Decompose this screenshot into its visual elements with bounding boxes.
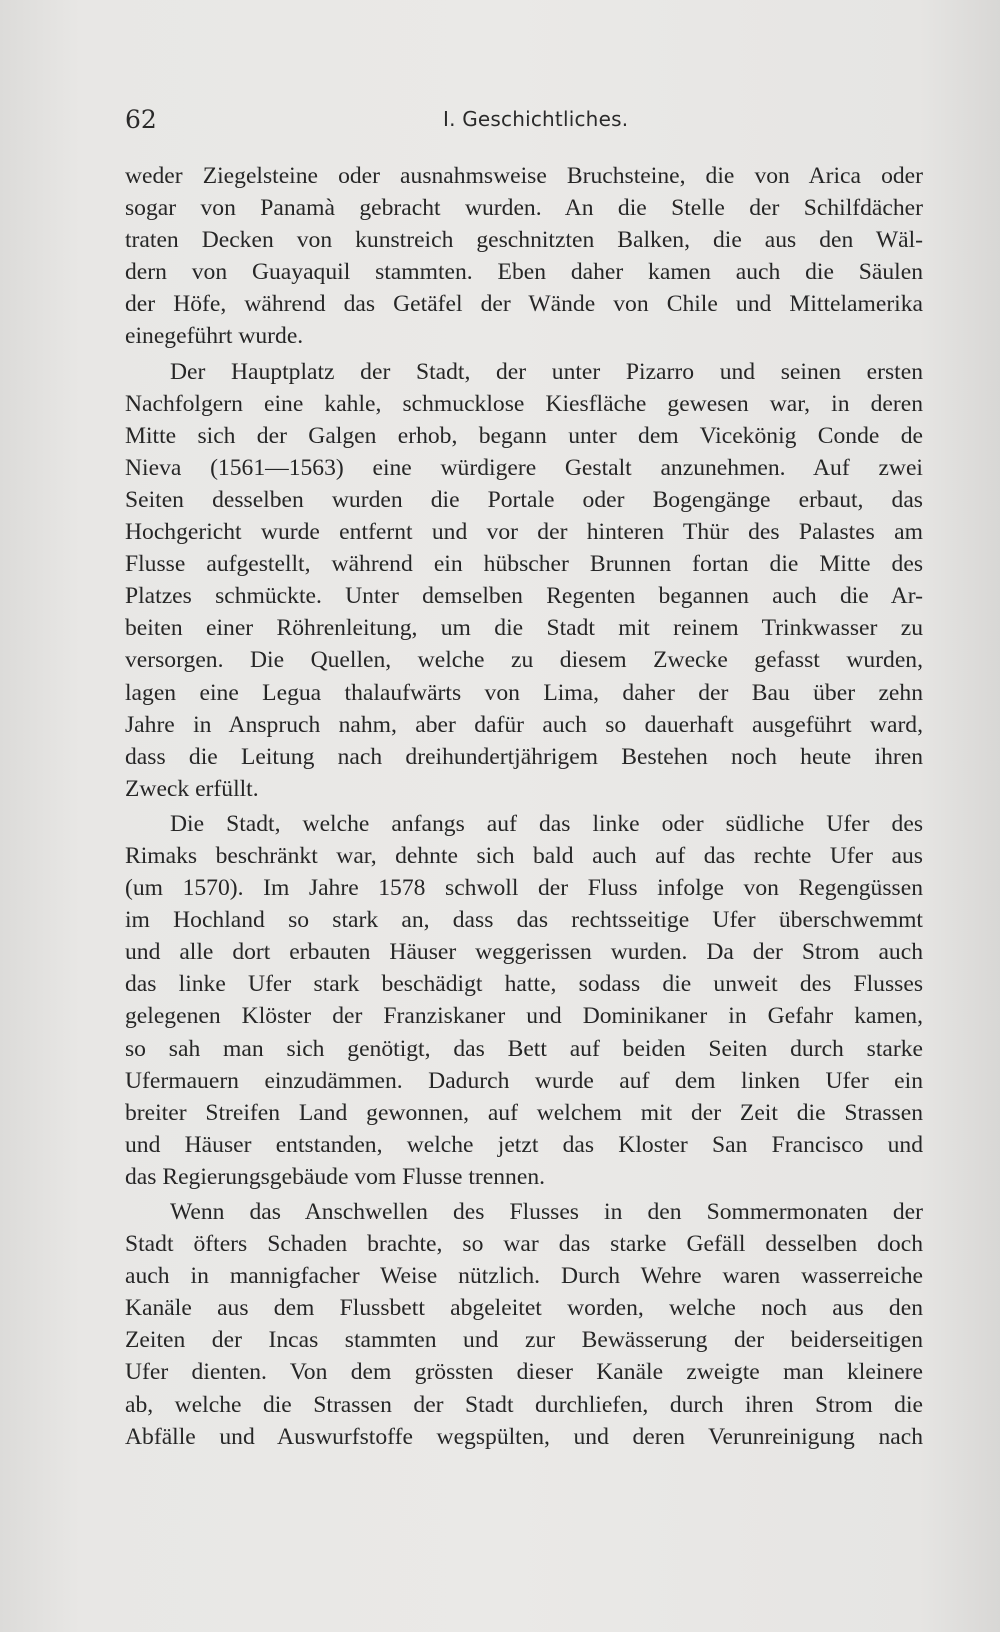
text-line: und Häuser entstanden, welche jetzt das Kloster San Francisco und xyxy=(125,1131,923,1158)
text-line: das Regierungsgebäude vom Flusse trennen. xyxy=(125,1163,546,1190)
running-head: I. Geschichtliches. xyxy=(443,107,629,131)
text-line: versorgen. Die Quellen, welche zu diesem Zwecke gefasst wurden, xyxy=(125,647,923,674)
text-line: Kanäle aus dem Flussbett abgeleitet worden, welche noch aus den xyxy=(125,1295,923,1322)
text-line: Flusse aufgestellt, während ein hübscher Brunnen fortan die Mitte des xyxy=(125,551,923,578)
text-line: Jahre in Anspruch nahm, aber dafür auch so dauerhaft ausgeführt ward, xyxy=(125,711,923,738)
text-line: und alle dort erbauten Häuser weggerissen wurden. Da der Strom auch xyxy=(125,939,923,966)
text-line: einegeführt wurde. xyxy=(125,323,304,350)
text-line: Ufermauern einzudämmen. Dadurch wurde auf dem linken Ufer ein xyxy=(125,1067,923,1094)
text-line: Stadt öfters Schaden brachte, so war das starke Gefäll desselben doch xyxy=(125,1231,923,1258)
text-line: im Hochland so stark an, dass das rechtsseitige Ufer überschwemmt xyxy=(125,907,923,934)
text-line: Zweck erfüllt. xyxy=(125,775,259,802)
text-line: traten Decken von kunstreich geschnitzten Balken, die aus den Wäl- xyxy=(125,227,923,254)
text-line: weder Ziegelsteine oder ausnahmsweise Bruchsteine, die von Arica oder xyxy=(125,163,923,189)
text-line: gelegenen Klöster der Franziskaner und Dominikaner in Gefahr kamen, xyxy=(125,1003,923,1030)
page-number: 62 xyxy=(125,105,157,134)
text-line: Rimaks beschränkt war, dehnte sich bald auch auf das rechte Ufer aus xyxy=(125,842,923,869)
text-line: (um 1570). Im Jahre 1578 schwoll der Fluss infolge von Regengüssen xyxy=(125,875,923,902)
text-line: Die Stadt, welche anfangs auf das linke oder südliche Ufer des xyxy=(170,810,923,837)
text-line: Zeiten der Incas stammten und zur Bewässerung der beiderseitigen xyxy=(125,1327,923,1354)
text-line: dern von Guayaquil stammten. Eben daher kamen auch die Säulen xyxy=(125,259,923,286)
paragraph xyxy=(125,808,923,1193)
text-line: Der Hauptplatz der Stadt, der unter Pizarro und seinen ersten xyxy=(170,358,923,385)
text-line: dass die Leitung nach dreihundertjährigem Bestehen noch heute ihren xyxy=(125,743,923,770)
text-line: beiten einer Röhrenleitung, um die Stadt mit reinem Trinkwasser zu xyxy=(125,615,923,642)
text-line: auch in mannigfacher Weise nützlich. Durch Wehre waren wasserreiche xyxy=(125,1263,923,1290)
paragraph xyxy=(125,160,923,353)
text-line: das linke Ufer stark beschädigt hatte, sodass die unweit des Flusses xyxy=(125,971,923,998)
paragraph xyxy=(125,1196,923,1453)
text-line: Platzes schmückte. Unter demselben Regenten begannen auch die Ar- xyxy=(125,583,923,610)
text-line: breiter Streifen Land gewonnen, auf welchem mit der Zeit die Strassen xyxy=(125,1099,923,1126)
text-line: der Höfe, während das Getäfel der Wände von Chile und Mittelamerika xyxy=(125,291,923,318)
text-line: sogar von Panamà gebracht wurden. An die Stelle der Schilfdächer xyxy=(125,195,923,222)
text-line: Seiten desselben wurden die Portale oder Bogengänge erbaut, das xyxy=(125,486,923,513)
text-line: so sah man sich genötigt, das Bett auf beiden Seiten durch starke xyxy=(125,1035,923,1062)
text-line: Nachfolgern eine kahle, schmucklose Kiesfläche gewesen war, in deren xyxy=(125,390,923,417)
text-line: Nieva (1561—1563) eine würdigere Gestalt anzunehmen. Auf zwei xyxy=(125,454,923,481)
text-line: Ufer dienten. Von dem grössten dieser Kanäle zweigte man kleinere xyxy=(125,1359,923,1386)
text-line: ab, welche die Strassen der Stadt durchliefen, durch ihren Strom die xyxy=(125,1391,923,1418)
text-line: Mitte sich der Galgen erhob, begann unter dem Vicekönig Conde de xyxy=(125,422,923,449)
page-header xyxy=(125,105,925,141)
text-line: Abfälle und Auswurfstoffe wegspülten, und deren Verunreinigung nach xyxy=(125,1423,923,1450)
paragraph xyxy=(125,356,923,805)
text-line: lagen eine Legua thalaufwärts von Lima, daher der Bau über zehn xyxy=(125,679,923,706)
text-line: Wenn das Anschwellen des Flusses in den Sommermonaten der xyxy=(170,1199,923,1225)
text-line: Hochgericht wurde entfernt und vor der hinteren Thür des Palastes am xyxy=(125,519,923,546)
body-text xyxy=(125,160,923,1453)
